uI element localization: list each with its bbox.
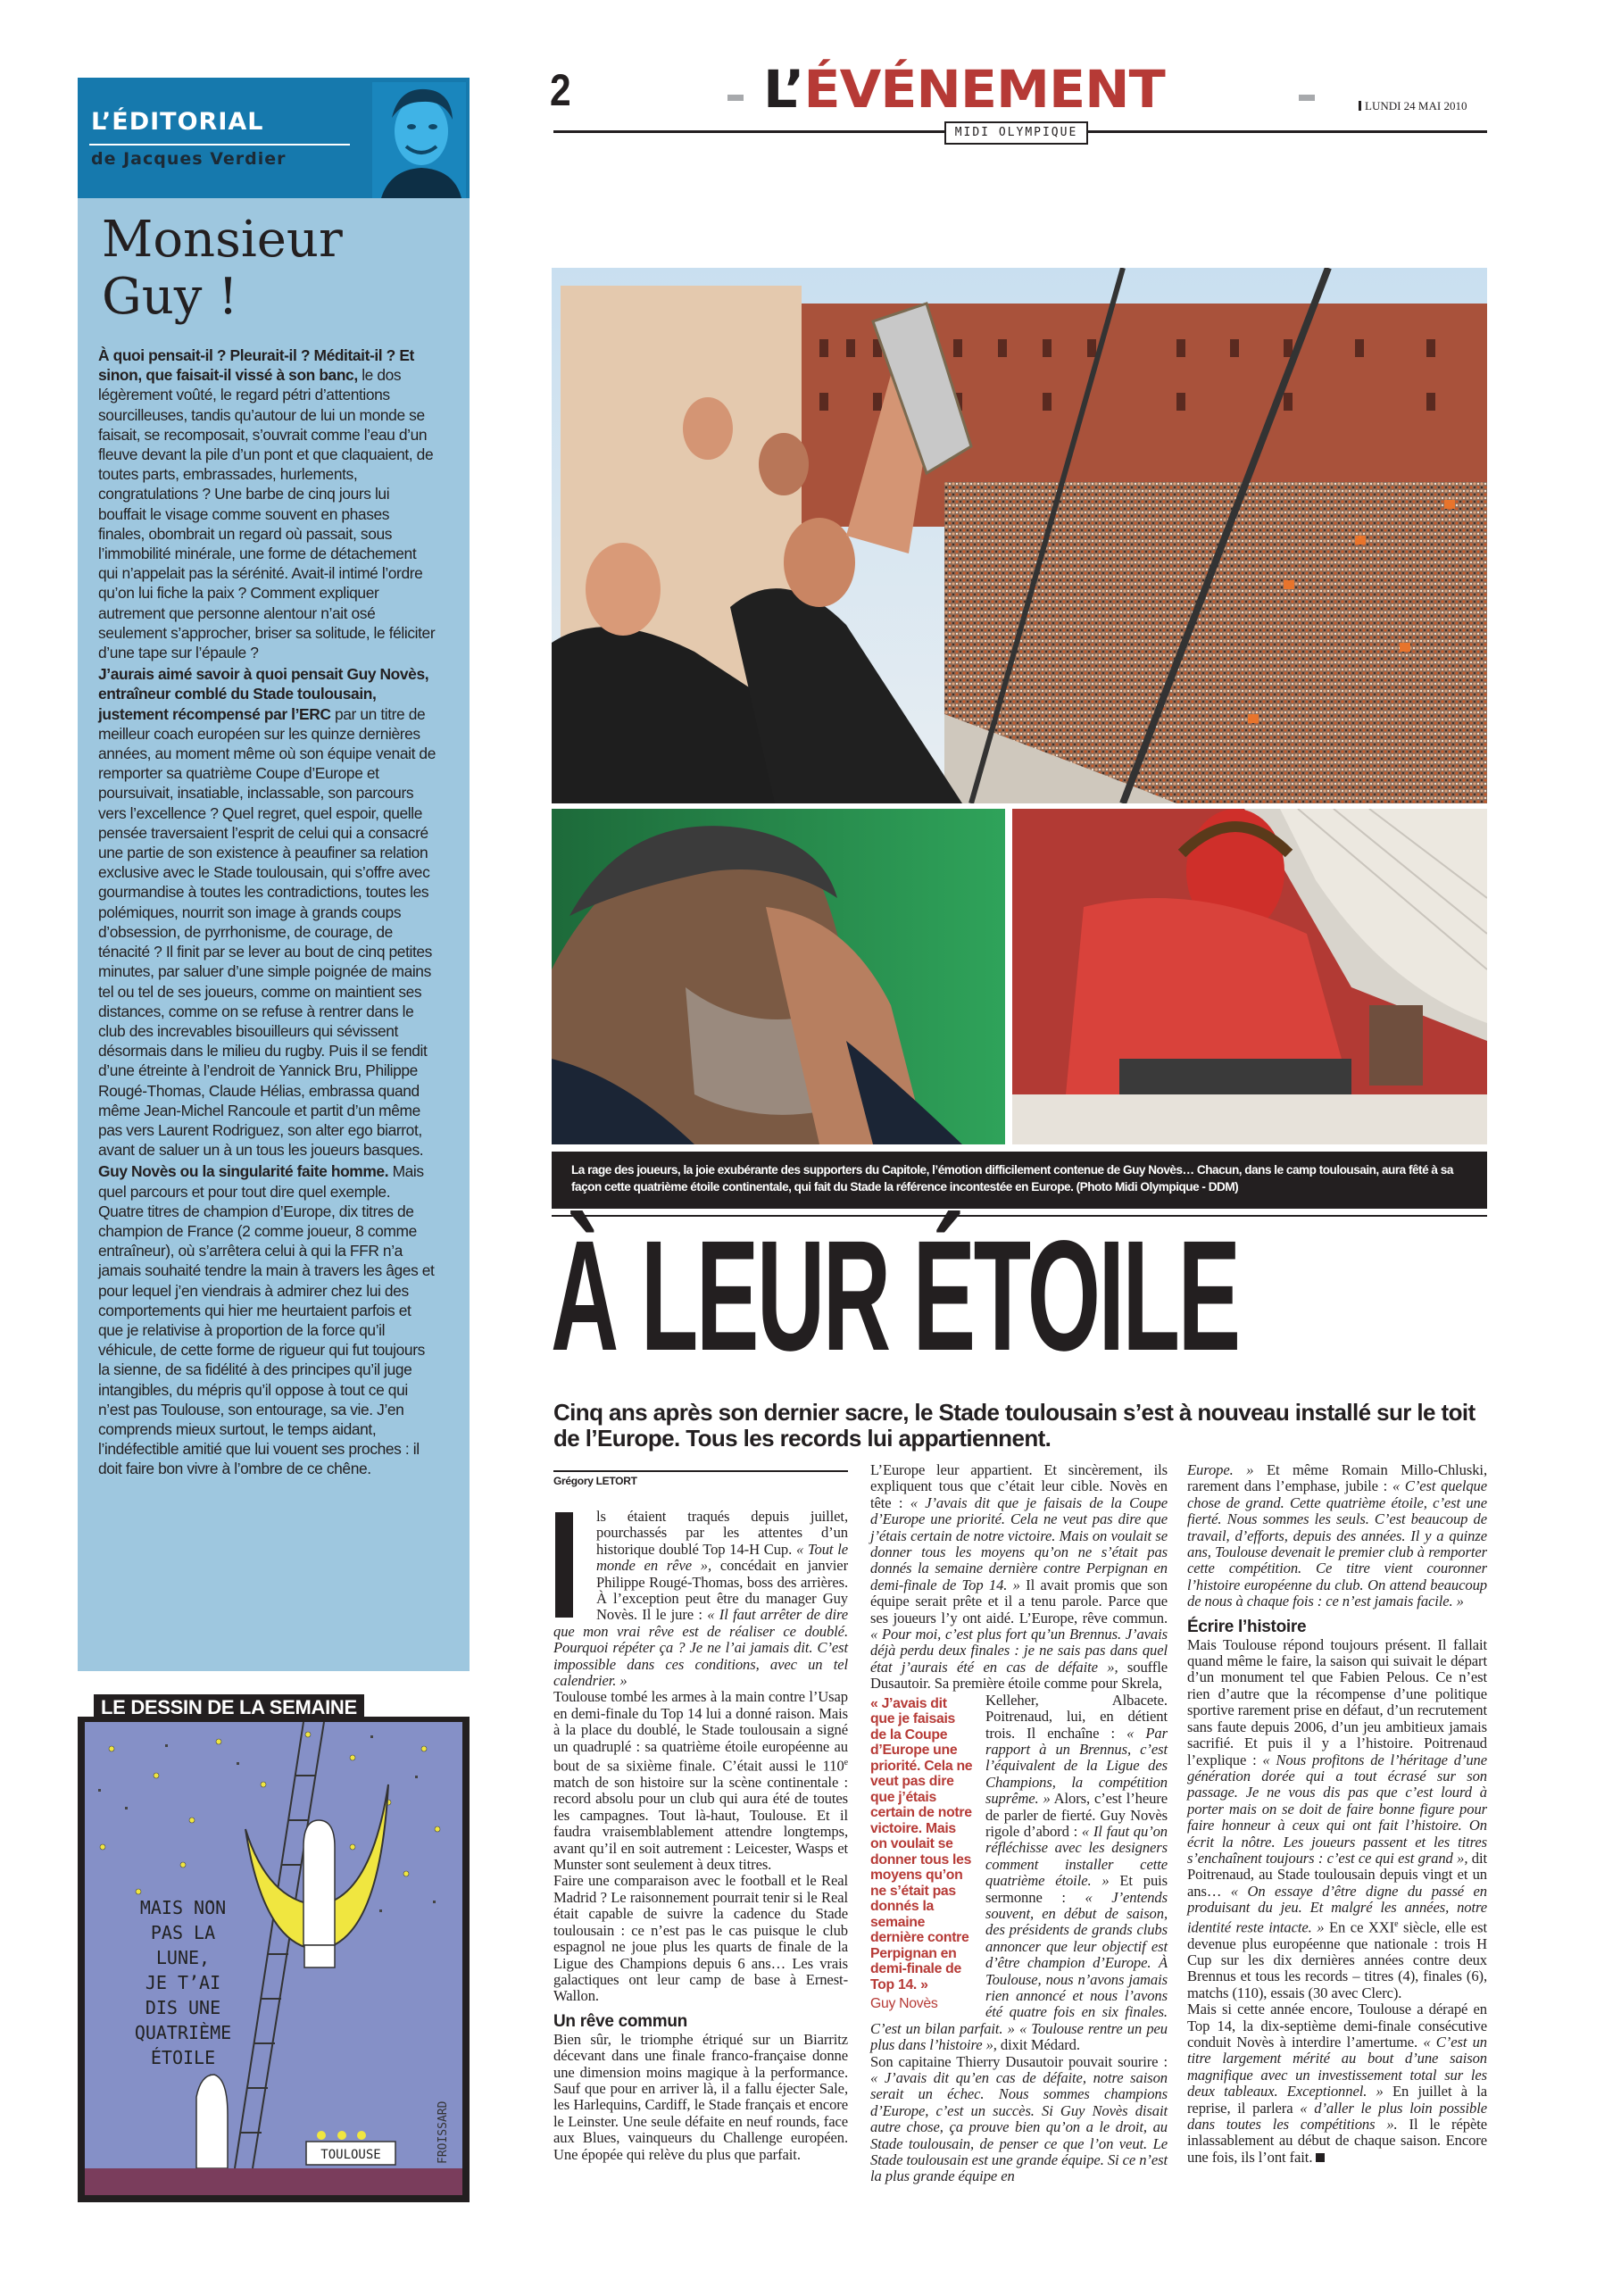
- ground-strip: [85, 2168, 462, 2195]
- publication-brand: MIDI OLYMPIQUE: [944, 121, 1088, 145]
- figure-on-moon: [303, 1820, 335, 1945]
- cartoon-illustration: [85, 1722, 462, 2195]
- article-subhead: Écrire l’histoire: [1187, 1617, 1307, 1636]
- author-portrait-photo: [372, 82, 466, 198]
- article-paragraph: Toulouse tombé les armes à la main contre l’Usap en demi-finale du Top 14 lui a donné raison. Mais à la place du doublé, le Stade toulousain a signé un quadruplé : sa quatrième étoile européenne au bout de sa sixième finale. C’était aussi le 110e match de son histoire sur la scène continentale : record absolu pour un club qui aura été de toutes les campagnes. Tout là-haut, Toulouse. Et il faudra vraisemblablement attendre longtemps, avant qu’il en soit autrement : Leicester, Wasps et Munster sont seulement à deux titres.: [553, 1688, 848, 1874]
- article-headline: À LEUR ÉTOILE: [551, 1209, 1239, 1384]
- header-dash-left: [727, 95, 744, 101]
- article-standfirst: Cinq ans après son dernier sacre, le Stade toulousain s’est à nouveau installé sur le toit de l’Europe. Tous les records lui appartiennent.: [553, 1399, 1476, 1452]
- paragraph-text: par un titre de meilleur coach européen sur les quinze dernières années, au moment même où son équipe venait de remporter sa quatrième Coupe d’Europe et poursuivait, insatiable, inclassable, son parcours vers l’excellence ? Quel regret, quel espoir, quelle pensée traversaient l’esprit de celui qui a consacré une partie de son existence à peaufiner sa relation exclusive avec le Stade toulousain, qui s’offre avec gourmandise à toutes les contradictions, toutes les polémiques, nourrit son image à grands coups d’obsession, de pyrrhonisme, de courage, de ténacité ? Il finit par se lever au bout de cinq petites minutes, par saluer d’une simple poignée de mains tel ou tel de ses joueurs, comme on maintient ses distances, comme on se refuse à rentrer dans le club des increvables bisouilleurs qui sévissent désormais dans le milieu du rugby. Puis il se fendit d’une étreinte à l’endroit de Yannick Bru, Philippe Rougé-Thomas, Claude Hélias, embrassa quand même Jean-Michel Rancoule et partit d’un même pas vers Laurent Rodriguez, son alter ego biarrot, avant de saluer un à un tous les joueurs basques.: [98, 704, 436, 1160]
- pull-quote-text: « J’avais dit que je faisais de la Coupe d’Europe une priorité. Cela ne veut pas dire que j’étais certain de notre victoire. Mais on voulait se donner tous les moyens qu’on ne s’était pas donnés la semaine dernière contre Perpignan en demi-finale de Top 14. »: [870, 1695, 973, 1992]
- svg-text:DIS UNE: DIS UNE: [145, 1997, 221, 2018]
- cartoon-label: LE DESSIN DE LA SEMAINE: [94, 1694, 364, 1719]
- editorial-header: [78, 78, 470, 198]
- editorial-paragraph: [98, 1161, 437, 1478]
- article-paragraph: L’Europe leur appartient. Et sincèrement, ils expliquent tous que c’était leur cible. Novès en tête : « J’avais dit que je faisais de la Coupe d’Europe une priorité. Cela ne veut pas dire que j’étais certain de notre victoire. Mais on voulait se donner tous les moyens qu’on ne s’était pas donnés la semaine dernière contre Perpignan en demi-finale de Top 14. » Il avait promis que son équipe serait prête et il a tenu parole. Parce que ses joueurs l’y ont aidé. L’Europe, rêve commun. « Pour moi, c’est plus fort qu’un Brennus. J’avais déjà perdu deux finales : je ne sais pas dans quel état j’aurais été en cas de défaite », souffle Dusautoir. Sa première étoile comme pour Skrela,: [870, 1461, 1168, 1693]
- article-paragraph: Son capitaine Thierry Dusautoir pouvait sourire : « J’avais dit qu’en cas de défaite, notre saison serait un échec. Nous sommes champions d’Europe, c’est un succès. Si Guy Novès disait autre chose, ça prouve bien qu’on a le droit, au Stade toulousain, de penser ce que l’on veut. Le Stade toulousain est une grande équipe. Si ce n’est la plus grande équipe en: [870, 2052, 1168, 2185]
- svg-text:PAS LA: PAS LA: [150, 1922, 216, 1943]
- dropcap-initial: [555, 1512, 573, 1618]
- article-paragraph: Faire une comparaison avec le football et le Real Madrid ? Le raisonnement pourrait tenir si le Real était capable de suivre la cadence du Stade toulousain : ce n’est pas le cas puisque le club espagnol ne joue plus les quarts de finale de la Ligue des Champions depuis 6 ans… Les vrais galactiques ont leur camp de base à Ernest-Wallon.: [553, 1872, 848, 2005]
- editorial-paragraph: [98, 345, 437, 662]
- section-title: [763, 59, 1165, 120]
- article-column-1: [553, 1509, 848, 2163]
- section-name: ÉVÉNEMENT: [803, 59, 1165, 120]
- weekly-cartoon: [78, 1717, 470, 2202]
- paragraph-lead: À quoi pensait-il ? Pleurait-il ? Méditait-il ? Et sinon, que faisait-il vissé à son banc,: [98, 346, 414, 385]
- article-paragraph: ls étaient traqués depuis juillet, pourchassés par les attentes d’un historique doublé Top 14-H Cup. « Tout le monde en rêve », concédait en janvier Philippe Rougé-Thomas, boss des arrières. À l’exception peut être du manager Guy Novès. Il le jure : « Il faut arrêter de dire que mon vrai rêve est de réaliser ce doublé. Pourquoi répéter ça ? Je ne l’ai jamais dit. C’est impossible dans ces conditions, avec un tel calendrier. »: [553, 1508, 849, 1690]
- editorial-headline: Monsieur Guy !: [102, 211, 343, 326]
- supporter-photo: [1012, 809, 1487, 1144]
- cartoon-drawing: [85, 1722, 462, 2195]
- editorial-column: [78, 78, 470, 1671]
- svg-text:MAIS NON: MAIS NON: [139, 1897, 227, 1918]
- article-byline: Grégory LETORT: [553, 1475, 637, 1487]
- page-number: 2: [550, 65, 571, 115]
- svg-text:LUNE,: LUNE,: [155, 1947, 211, 1968]
- end-of-article-mark: [1316, 2153, 1325, 2162]
- article-paragraph: Kelleher, Albacete. Poitrenaud, lui, en détient trois. Il enchaîne : « Par rapport à un Brennus, c’est l’équivalent de la Ligue des Champions, la compétition suprême. » Alors, c’est l’heure de parler de fierté. Guy Novès rigole d’abord : « Il faut qu’on réfléchisse avec les designers comment installer cette quatrième étoile. » Et puis sermonne : « J’entends souvent, en début de saison, des présidents de grands clubs annoncer que leur objectif est d’être champion d’Europe. À Toulouse, nous n’avons jamais rien annoncé et nous l’avons été quatre fois en six finales. C’est un bilan parfait. » « Toulouse rentre un peu plus dans l’histoire », dixit Médard.: [870, 1691, 1168, 2054]
- svg-text:TOULOUSE: TOULOUSE: [320, 2148, 381, 2162]
- svg-text:QUATRIÈME: QUATRIÈME: [134, 2022, 232, 2043]
- svg-text:JE T’AI: JE T’AI: [145, 1972, 221, 1993]
- balcony-celebration-photo: [552, 268, 1487, 803]
- byline-rule: [553, 1470, 848, 1472]
- article-subhead: Un rêve commun: [553, 2011, 687, 2031]
- article-column-2: [870, 1462, 1168, 2185]
- paragraph-text: le dos légèrement voûté, le regard pétri d’attentions sourcilleuses, tandis qu’autour de lui un monde se faisait, se recomposait, s’ouvrait comme l’eau d’un fleuve devant la pile d’un pont et que claquaient, de toutes parts, embrassades, hurlements, congratulations ? Une barbe de cinq jours lui bouffait le visage comme souvent en phases finales, obombrait un regard où passait, sous l’immobilité minérale, une forme de détachement qui n’appelait pas la sérénité. Avait-il intimé l’ordre qu’on lui fiche la paix ? Comment expliquer autrement que personne alentour n’ait osé seulement s’approcher, briser sa solitude, le féliciter d’une tape sur l’épaule ?: [98, 366, 436, 662]
- editorial-body: [98, 345, 437, 1481]
- svg-text:ÉTOILE: ÉTOILE: [150, 2047, 216, 2068]
- article-paragraph: Mais si cette année encore, Toulouse a dérapé en Top 14, la dix-septième demi-finale consécutive conduit Novès à interdire l’amertume. « C’est un titre largement mérité au bout d’une saison magnifique avec un investissement total sur les deux tableaux. Exceptionnel. » En juillet à la reprise, il parlera « d’aller le plus loin possible dans toutes les compétitions ». Il le répète inlassablement au début de chaque saison. Encore une fois, ils l’ont fait.: [1187, 2001, 1487, 2166]
- section-prefix: L’: [763, 59, 804, 120]
- editorial-author: de Jacques Verdier: [91, 149, 287, 169]
- editorial-kicker: L’ÉDITORIAL: [91, 108, 264, 136]
- figure-on-ground: [196, 2075, 228, 2168]
- article-paragraph: Bien sûr, le triomphe étriqué sur un Biarritz décevant dans une finale franco-française donne une dimension moins magique à la performance. Sauf que pour en arriver là, il a fallu éjecter Sale, les Harlequins, Cardiff, le Stade français et encore le Leinster. Une seule défaite en neuf rounds, face aux Blues, vainqueurs du Challenge européen. Une épopée qui relève du plus que parfait.: [553, 2030, 848, 2163]
- paragraph-lead: Guy Novès ou la singularité faite homme.: [98, 1162, 389, 1181]
- photo-caption: [552, 1152, 1487, 1209]
- header-dash-right: [1299, 95, 1315, 101]
- pull-quote: [870, 1696, 973, 2012]
- article-paragraph: Mais Toulouse répond toujours présent. Il fallait quand même le faire, la saison qui suivait le départ d’un monument tel que Fabien Pelous. Ce n’est rien d’autre que la récompense d’une politique sportive rarement prise en défaut, d’un recrutement sans faute depuis 2006, d’un jeu ambitieux jamais sacrifié. Et puis il y a l’histoire. Poitrenaud l’explique : « Nous profitons de l’héritage d’une génération dorée qui a tout écrasé sur son passage. Je ne vous dis pas que c’est lourd à porter mais on se doit de faire bonne figure pour faire honneur à ceux qui ont fait l’histoire. On écrit la nôtre. Les joueurs passent et les titres s’enchaînent toujours : c’est ce qui est grand », dit Poitrenaud, au Stade toulousain depuis vingt et un ans… « On essaye d’être digne du passé en produisant du jeu. Et malgré les années, notre identité reste intacte. » En ce XXIe siècle, elle est devenue plus européenne que nationale : trois H Cup sur les dix dernières années contre deux Brennus et tous les records – titres (4), finales (6), matchs (110), essais (30 avec Clerc).: [1187, 1635, 1487, 2001]
- photo-caption-text: La rage des joueurs, la joie exubérante des supporters du Capitole, l’émotion difficilement contenue de Guy Novès… Chacun, dans le camp toulousain, aura fêté à sa façon cette quatrième étoile continentale, qui fait du Stade la référence incontestée en Europe. (Photo Midi Olympique - DDM): [571, 1163, 1453, 1194]
- pull-quote-attribution: Guy Novès: [870, 1996, 938, 2012]
- paragraph-text: Mais quel parcours et pour tout dire quel exemple. Quatre titres de champion d’Europe, dix titres de champion de France (2 comme joueur, 8 comme entraîneur), où s’arrêtera celui à qui la FFR n’a jamais souhaité tendre la main à travers les âges et pour lequel j’en viendrais à admirer chez lui des comportements qui hier me heurtaient parfois et que je relativise à proportion de la force qu’il véhicule, de cette forme de rigueur qui fut toujours la sienne, de sa fidélité à des principes qu’il juge intangibles, du mépris qu’il oppose à tout ce qui n’est pas Toulouse, son entourage, sa vie. J’en comprends mieux surtout, le temps aidant, l’indéfectible amitié que lui vouent ses proches : il doit faire bon vivre à l’ombre de ce chêne.: [98, 1162, 435, 1478]
- paragraph-lead: J’aurais aimé savoir à quoi pensait Guy Novès, entraîneur comblé du Stade toulousain, justement récompensé par l’ERC: [98, 665, 429, 723]
- cartoonist-signature: FROISSARD: [436, 2101, 450, 2164]
- guy-noves-portrait-photo: [552, 809, 1005, 1144]
- article-column-3: [1187, 1462, 1487, 2166]
- issue-date: LUNDI 24 MAI 2010: [1359, 99, 1467, 113]
- editorial-paragraph: [98, 664, 437, 1160]
- editorial-divider: [89, 144, 350, 146]
- article-paragraph: Europe. » Et même Romain Millo-Chluski, rarement dans l’emphase, jubile : « C’est quelque chose de grand. Cette quatrième étoile, c’est une fierté. Nous sommes les seuls. C’est beaucoup de travail, d’efforts, depuis des années. Il y a quinze ans, Toulouse devenait le premier club à remporter cette compétition. Ce titre vient couronner l’histoire européenne du club. On attend beaucoup de nous à chaque fois : ce n’est jamais facile. »: [1187, 1461, 1487, 1610]
